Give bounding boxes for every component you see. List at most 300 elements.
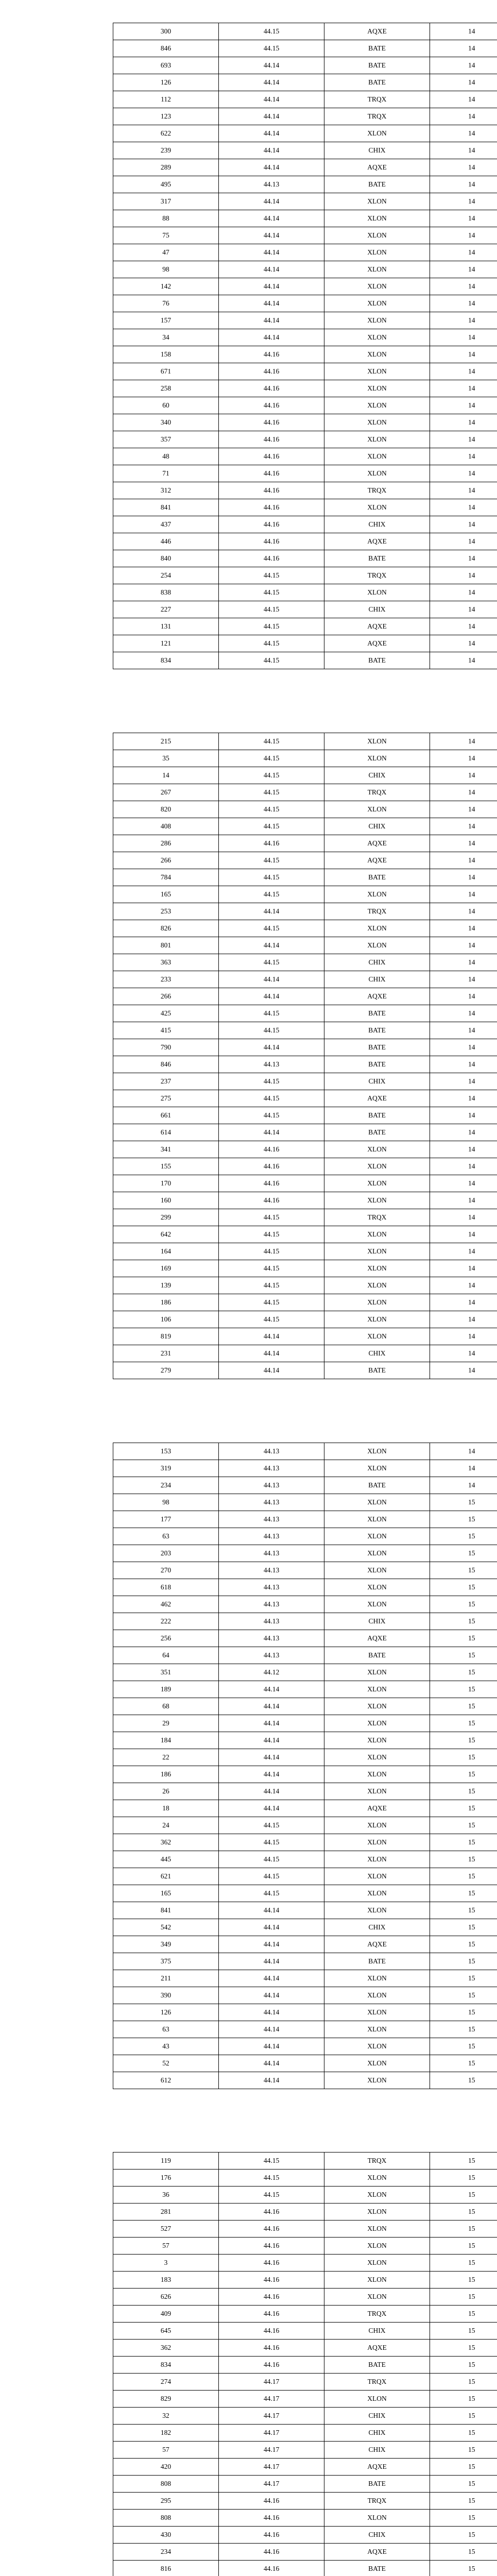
table-row	[113, 278, 497, 295]
table-row	[113, 2306, 497, 2323]
volume-cell: 626	[113, 2289, 219, 2306]
table-row	[113, 295, 497, 312]
time-cell: 14	[430, 1294, 497, 1311]
volume-cell: 186	[113, 1294, 219, 1311]
table-row	[113, 903, 497, 920]
venue-cell: XLON	[324, 1277, 430, 1294]
price-cell: 44.14	[219, 1732, 324, 1749]
price-cell: 44.16	[219, 2306, 324, 2323]
table-row	[113, 1817, 497, 1834]
venue-cell: XLON	[324, 1885, 430, 1902]
volume-cell: 256	[113, 1630, 219, 1647]
venue-cell: BATE	[324, 652, 430, 669]
time-cell: 14	[430, 818, 497, 835]
price-cell: 44.16	[219, 1192, 324, 1209]
volume-cell: 829	[113, 2391, 219, 2408]
price-cell: 44.16	[219, 363, 324, 380]
price-cell: 44.16	[219, 2272, 324, 2289]
table-row	[113, 954, 497, 971]
venue-cell: BATE	[324, 1362, 430, 1379]
table-row	[113, 1192, 497, 1209]
time-cell: 15	[430, 1970, 497, 1987]
time-cell: 15	[430, 1562, 497, 1579]
time-cell: 14	[430, 1345, 497, 1362]
venue-cell: BATE	[324, 550, 430, 567]
time-cell: 14	[430, 784, 497, 801]
venue-cell: XLON	[324, 2510, 430, 2527]
price-cell: 44.14	[219, 1902, 324, 1919]
time-cell: 15	[430, 2442, 497, 2459]
venue-cell: BATE	[324, 1647, 430, 1664]
price-cell: 44.15	[219, 1226, 324, 1243]
table-row	[113, 635, 497, 652]
price-cell: 44.14	[219, 1362, 324, 1379]
venue-cell: BATE	[324, 57, 430, 74]
time-cell: 15	[430, 2493, 497, 2510]
venue-cell: AQXE	[324, 23, 430, 40]
price-cell: 44.15	[219, 1022, 324, 1039]
price-cell: 44.14	[219, 1345, 324, 1362]
volume-cell: 495	[113, 176, 219, 193]
time-cell: 14	[430, 937, 497, 954]
price-cell: 44.13	[219, 1613, 324, 1630]
venue-cell: XLON	[324, 1698, 430, 1715]
volume-cell: 170	[113, 1175, 219, 1192]
volume-cell: 430	[113, 2527, 219, 2544]
price-cell: 44.15	[219, 1260, 324, 1277]
venue-cell: XLON	[324, 1158, 430, 1175]
volume-cell: 425	[113, 1005, 219, 1022]
price-cell: 44.15	[219, 601, 324, 618]
venue-cell: XLON	[324, 1311, 430, 1328]
price-cell: 44.15	[219, 2153, 324, 2170]
time-cell: 14	[430, 40, 497, 57]
venue-cell: XLON	[324, 414, 430, 431]
time-cell: 14	[430, 465, 497, 482]
time-cell: 15	[430, 1681, 497, 1698]
volume-cell: 415	[113, 1022, 219, 1039]
price-cell: 44.17	[219, 2391, 324, 2408]
time-cell: 14	[430, 618, 497, 635]
volume-cell: 312	[113, 482, 219, 499]
venue-cell: XLON	[324, 750, 430, 767]
venue-cell: XLON	[324, 465, 430, 482]
time-cell: 14	[430, 601, 497, 618]
volume-cell: 63	[113, 2021, 219, 2038]
table-row	[113, 23, 497, 40]
table-row	[113, 1698, 497, 1715]
time-cell: 15	[430, 1715, 497, 1732]
volume-cell: 266	[113, 988, 219, 1005]
table-row	[113, 550, 497, 567]
time-cell: 14	[430, 210, 497, 227]
table-row	[113, 1596, 497, 1613]
venue-cell: XLON	[324, 1494, 430, 1511]
volume-cell: 71	[113, 465, 219, 482]
price-cell: 44.13	[219, 1545, 324, 1562]
table-row	[113, 1902, 497, 1919]
venue-cell: TRQX	[324, 2306, 430, 2323]
volume-cell: 239	[113, 142, 219, 159]
table-row	[113, 261, 497, 278]
venue-cell: XLON	[324, 1294, 430, 1311]
table-row	[113, 2038, 497, 2055]
volume-cell: 98	[113, 1494, 219, 1511]
table-row	[113, 2357, 497, 2374]
venue-cell: XLON	[324, 380, 430, 397]
price-cell: 44.16	[219, 2238, 324, 2255]
time-cell: 15	[430, 2425, 497, 2442]
time-cell: 15	[430, 1613, 497, 1630]
table-row	[113, 1562, 497, 1579]
price-cell: 44.16	[219, 431, 324, 448]
price-cell: 44.14	[219, 74, 324, 91]
time-cell: 15	[430, 2544, 497, 2561]
time-cell: 14	[430, 431, 497, 448]
price-cell: 44.16	[219, 380, 324, 397]
price-cell: 44.14	[219, 159, 324, 176]
venue-cell: XLON	[324, 448, 430, 465]
table-row	[113, 346, 497, 363]
time-cell: 15	[430, 1494, 497, 1511]
table-row	[113, 1528, 497, 1545]
volume-cell: 139	[113, 1277, 219, 1294]
time-cell: 15	[430, 2187, 497, 2204]
time-cell: 15	[430, 2255, 497, 2272]
time-cell: 14	[430, 1005, 497, 1022]
price-cell: 44.15	[219, 954, 324, 971]
time-cell: 15	[430, 2289, 497, 2306]
table-row	[113, 2408, 497, 2425]
venue-cell: BATE	[324, 1953, 430, 1970]
price-cell: 44.15	[219, 1868, 324, 1885]
table-row	[113, 1073, 497, 1090]
table-row	[113, 2374, 497, 2391]
price-cell: 44.16	[219, 499, 324, 516]
volume-cell: 112	[113, 91, 219, 108]
volume-cell: 286	[113, 835, 219, 852]
time-cell: 15	[430, 1749, 497, 1766]
time-cell: 14	[430, 74, 497, 91]
table-row	[113, 2153, 497, 2170]
venue-cell: TRQX	[324, 2153, 430, 2170]
price-cell: 44.16	[219, 2561, 324, 2576]
time-cell: 14	[430, 125, 497, 142]
price-cell: 44.17	[219, 2408, 324, 2425]
time-cell: 14	[430, 1090, 497, 1107]
volume-cell: 233	[113, 971, 219, 988]
table-row	[113, 1311, 497, 1328]
volume-cell: 300	[113, 23, 219, 40]
volume-cell: 76	[113, 295, 219, 312]
volume-cell: 826	[113, 920, 219, 937]
table-row	[113, 1800, 497, 1817]
price-cell: 44.14	[219, 261, 324, 278]
price-cell: 44.16	[219, 2357, 324, 2374]
table-row	[113, 1226, 497, 1243]
table-row	[113, 1579, 497, 1596]
price-cell: 44.16	[219, 448, 324, 465]
price-cell: 44.14	[219, 278, 324, 295]
volume-cell: 258	[113, 380, 219, 397]
volume-cell: 32	[113, 2408, 219, 2425]
time-cell: 15	[430, 1579, 497, 1596]
venue-cell: XLON	[324, 1260, 430, 1277]
table-row	[113, 2204, 497, 2221]
time-cell: 15	[430, 1545, 497, 1562]
table-row	[113, 1987, 497, 2004]
table-row	[113, 1158, 497, 1175]
price-cell: 44.14	[219, 1124, 324, 1141]
time-cell: 14	[430, 380, 497, 397]
time-cell: 15	[430, 1630, 497, 1647]
table-row	[113, 2170, 497, 2187]
volume-cell: 184	[113, 1732, 219, 1749]
volume-cell: 177	[113, 1511, 219, 1528]
venue-cell: BATE	[324, 1022, 430, 1039]
venue-cell: TRQX	[324, 91, 430, 108]
time-cell: 14	[430, 635, 497, 652]
price-cell: 44.15	[219, 652, 324, 669]
price-cell: 44.15	[219, 2170, 324, 2187]
time-cell: 15	[430, 1885, 497, 1902]
table-row	[113, 1005, 497, 1022]
table-row	[113, 1260, 497, 1277]
table-row	[113, 2442, 497, 2459]
table-row	[113, 74, 497, 91]
time-cell: 14	[430, 1277, 497, 1294]
time-cell: 14	[430, 499, 497, 516]
time-cell: 14	[430, 1192, 497, 1209]
venue-cell: TRQX	[324, 567, 430, 584]
table-row	[113, 1107, 497, 1124]
table-row	[113, 1090, 497, 1107]
time-cell: 15	[430, 1834, 497, 1851]
time-cell: 14	[430, 346, 497, 363]
price-cell: 44.17	[219, 2374, 324, 2391]
venue-cell: XLON	[324, 2004, 430, 2021]
table-row	[113, 2544, 497, 2561]
table-row	[113, 448, 497, 465]
volume-cell: 142	[113, 278, 219, 295]
price-cell: 44.15	[219, 767, 324, 784]
venue-cell: AQXE	[324, 2340, 430, 2357]
table-row	[113, 2425, 497, 2442]
table-row	[113, 176, 497, 193]
venue-cell: XLON	[324, 2204, 430, 2221]
volume-cell: 106	[113, 1311, 219, 1328]
table-row	[113, 869, 497, 886]
price-cell: 44.14	[219, 1766, 324, 1783]
venue-cell: BATE	[324, 40, 430, 57]
time-cell: 15	[430, 1596, 497, 1613]
table-row	[113, 1970, 497, 1987]
volume-cell: 18	[113, 1800, 219, 1817]
price-cell: 44.15	[219, 567, 324, 584]
price-cell: 44.16	[219, 2289, 324, 2306]
volume-cell: 317	[113, 193, 219, 210]
trades-table-3	[113, 1443, 497, 2089]
venue-cell: XLON	[324, 2238, 430, 2255]
venue-cell: XLON	[324, 295, 430, 312]
time-cell: 15	[430, 2021, 497, 2038]
venue-cell: XLON	[324, 2072, 430, 2089]
table-row	[113, 652, 497, 669]
volume-cell: 445	[113, 1851, 219, 1868]
price-cell: 44.13	[219, 1630, 324, 1647]
price-cell: 44.16	[219, 2323, 324, 2340]
price-cell: 44.17	[219, 2476, 324, 2493]
venue-cell: XLON	[324, 1783, 430, 1800]
table-row	[113, 835, 497, 852]
price-cell: 44.16	[219, 465, 324, 482]
volume-cell: 841	[113, 499, 219, 516]
table-row	[113, 1834, 497, 1851]
volume-cell: 808	[113, 2476, 219, 2493]
volume-cell: 790	[113, 1039, 219, 1056]
table-row	[113, 1328, 497, 1345]
price-cell: 44.14	[219, 108, 324, 125]
table-row	[113, 1953, 497, 1970]
volume-cell: 838	[113, 584, 219, 601]
price-cell: 44.15	[219, 1817, 324, 1834]
venue-cell: CHIX	[324, 1919, 430, 1936]
venue-cell: CHIX	[324, 1345, 430, 1362]
venue-cell: XLON	[324, 1817, 430, 1834]
time-cell: 14	[430, 988, 497, 1005]
volume-cell: 527	[113, 2221, 219, 2238]
table-row	[113, 733, 497, 750]
venue-cell: XLON	[324, 1460, 430, 1477]
venue-cell: XLON	[324, 397, 430, 414]
price-cell: 44.16	[219, 2204, 324, 2221]
volume-cell: 169	[113, 1260, 219, 1277]
price-cell: 44.13	[219, 1528, 324, 1545]
venue-cell: XLON	[324, 1141, 430, 1158]
time-cell: 14	[430, 835, 497, 852]
volume-cell: 266	[113, 852, 219, 869]
table-row	[113, 2476, 497, 2493]
venue-cell: XLON	[324, 431, 430, 448]
volume-cell: 274	[113, 2374, 219, 2391]
venue-cell: BATE	[324, 1107, 430, 1124]
venue-cell: CHIX	[324, 2425, 430, 2442]
venue-cell: TRQX	[324, 108, 430, 125]
time-cell: 14	[430, 533, 497, 550]
venue-cell: XLON	[324, 363, 430, 380]
venue-cell: XLON	[324, 1766, 430, 1783]
time-cell: 14	[430, 1311, 497, 1328]
venue-cell: BATE	[324, 74, 430, 91]
time-cell: 14	[430, 903, 497, 920]
table-row	[113, 2340, 497, 2357]
time-cell: 15	[430, 2340, 497, 2357]
table-row	[113, 2272, 497, 2289]
price-cell: 44.12	[219, 1664, 324, 1681]
table-row	[113, 142, 497, 159]
price-cell: 44.16	[219, 2221, 324, 2238]
venue-cell: XLON	[324, 2055, 430, 2072]
venue-cell: AQXE	[324, 988, 430, 1005]
price-cell: 44.16	[219, 346, 324, 363]
price-cell: 44.14	[219, 1698, 324, 1715]
table-row	[113, 2323, 497, 2340]
price-cell: 44.14	[219, 1970, 324, 1987]
table-row	[113, 801, 497, 818]
time-cell: 14	[430, 159, 497, 176]
volume-cell: 816	[113, 2561, 219, 2576]
time-cell: 15	[430, 1868, 497, 1885]
price-cell: 44.14	[219, 1800, 324, 1817]
volume-cell: 158	[113, 346, 219, 363]
venue-cell: BATE	[324, 1056, 430, 1073]
venue-cell: XLON	[324, 329, 430, 346]
venue-cell: BATE	[324, 1039, 430, 1056]
price-cell: 44.16	[219, 2493, 324, 2510]
volume-cell: 3	[113, 2255, 219, 2272]
volume-cell: 614	[113, 1124, 219, 1141]
table-row	[113, 1885, 497, 1902]
volume-cell: 47	[113, 244, 219, 261]
table-row	[113, 2072, 497, 2089]
venue-cell: AQXE	[324, 533, 430, 550]
table-row	[113, 1511, 497, 1528]
table-row	[113, 2255, 497, 2272]
time-cell: 14	[430, 801, 497, 818]
venue-cell: AQXE	[324, 618, 430, 635]
volume-cell: 211	[113, 1970, 219, 1987]
price-cell: 44.15	[219, 801, 324, 818]
volume-cell: 281	[113, 2204, 219, 2221]
time-cell: 14	[430, 652, 497, 669]
venue-cell: BATE	[324, 176, 430, 193]
venue-cell: XLON	[324, 499, 430, 516]
venue-cell: AQXE	[324, 2459, 430, 2476]
price-cell: 44.15	[219, 1005, 324, 1022]
table-row	[113, 1443, 497, 1460]
table-row	[113, 1209, 497, 1226]
time-cell: 14	[430, 1141, 497, 1158]
venue-cell: BATE	[324, 2561, 430, 2576]
venue-cell: XLON	[324, 2038, 430, 2055]
venue-cell: XLON	[324, 244, 430, 261]
table-row	[113, 91, 497, 108]
volume-cell: 75	[113, 227, 219, 244]
table-row	[113, 2221, 497, 2238]
time-cell: 14	[430, 1260, 497, 1277]
table-row	[113, 431, 497, 448]
volume-cell: 351	[113, 1664, 219, 1681]
table-row	[113, 1936, 497, 1953]
time-cell: 14	[430, 1124, 497, 1141]
time-cell: 15	[430, 2459, 497, 2476]
volume-cell: 390	[113, 1987, 219, 2004]
time-cell: 15	[430, 1987, 497, 2004]
time-cell: 14	[430, 227, 497, 244]
time-cell: 14	[430, 852, 497, 869]
price-cell: 44.16	[219, 516, 324, 533]
price-cell: 44.14	[219, 329, 324, 346]
table-row	[113, 159, 497, 176]
table-row	[113, 227, 497, 244]
time-cell: 14	[430, 584, 497, 601]
volume-cell: 14	[113, 767, 219, 784]
time-cell: 14	[430, 1022, 497, 1039]
venue-cell: XLON	[324, 1970, 430, 1987]
table-row	[113, 244, 497, 261]
time-cell: 14	[430, 261, 497, 278]
venue-cell: XLON	[324, 312, 430, 329]
